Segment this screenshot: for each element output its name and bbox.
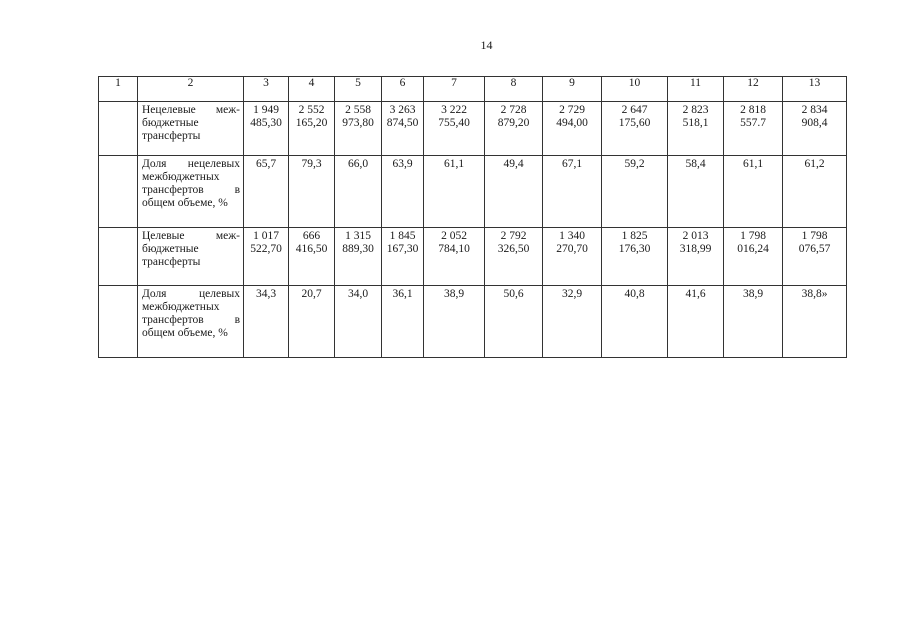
- value-cell: [485, 228, 543, 286]
- value-line: 41,6: [685, 288, 706, 300]
- value-line: 2 728: [500, 104, 527, 116]
- value-line: 784,10: [438, 243, 470, 255]
- value-line: 1 798: [801, 230, 828, 242]
- value-cell: [668, 286, 724, 358]
- row-label-cell: Доля нецелевых межбюджетных трансфертов в общем объеме, %: [138, 156, 244, 228]
- value-line: 416,50: [295, 243, 328, 255]
- value-line: 79,3: [301, 158, 322, 170]
- header-cell: 9: [543, 77, 602, 102]
- value-line: 61,2: [804, 158, 825, 170]
- value-line: 485,30: [250, 117, 282, 129]
- value-cell: [668, 156, 724, 228]
- value-cell: [424, 228, 485, 286]
- header-cell: 2: [138, 77, 244, 102]
- value-cell: [485, 156, 543, 228]
- value-cell: [424, 286, 485, 358]
- value-line: 2 558: [345, 104, 371, 116]
- value-line: 2 013: [682, 230, 709, 242]
- value-line: 666: [302, 230, 321, 242]
- header-cell: 1: [99, 77, 138, 102]
- value-line: 2 729: [559, 104, 585, 116]
- row-number-cell: [99, 286, 138, 358]
- header-cell: 3: [244, 77, 289, 102]
- value-line: 1 949: [253, 104, 279, 116]
- value-cell: [485, 102, 543, 156]
- header-cell: 5: [335, 77, 382, 102]
- table-row: [99, 156, 847, 228]
- row-number-cell: [99, 102, 138, 156]
- value-line: 20,7: [301, 288, 322, 300]
- value-line: 2 818: [740, 104, 766, 116]
- row-number-cell: [99, 156, 138, 228]
- value-line: 58,4: [685, 158, 706, 170]
- budget-transfers-table: [98, 76, 847, 358]
- value-cell: [543, 102, 602, 156]
- value-line: 65,7: [255, 158, 277, 170]
- value-cell: [289, 102, 335, 156]
- value-line: 40,8: [624, 288, 645, 300]
- value-cell: [783, 228, 847, 286]
- value-line: 61,1: [443, 158, 465, 170]
- value-line: 889,30: [342, 243, 374, 255]
- value-line: 2 834: [801, 104, 828, 116]
- value-cell: [244, 156, 289, 228]
- value-line: 1 315: [345, 230, 371, 242]
- value-cell: [289, 156, 335, 228]
- value-line: 167,30: [386, 243, 419, 255]
- value-line: 2 052: [441, 230, 467, 242]
- value-cell: [424, 156, 485, 228]
- page-number: 14: [480, 38, 493, 52]
- value-cell: [724, 102, 783, 156]
- value-line: 59,2: [624, 158, 645, 170]
- value-line: 3 222: [441, 104, 467, 116]
- value-line: 34,0: [347, 288, 369, 300]
- table-header-row: [99, 77, 847, 102]
- value-cell: [668, 102, 724, 156]
- value-line: 67,1: [561, 158, 583, 170]
- row-label-cell: Доля целевых межбюджетных трансфертов в общем объеме, %: [138, 286, 244, 358]
- value-line: 2 552: [298, 104, 325, 116]
- value-line: 36,1: [392, 288, 413, 300]
- header-cell: 4: [289, 77, 335, 102]
- value-line: 1 798: [740, 230, 766, 242]
- value-line: 38,9: [443, 288, 465, 300]
- value-line: 50,6: [503, 288, 524, 300]
- value-line: 175,60: [618, 117, 651, 129]
- header-cell: 13: [783, 77, 847, 102]
- value-line: 522,70: [250, 243, 282, 255]
- value-line: 326,50: [497, 243, 530, 255]
- value-cell: [724, 228, 783, 286]
- value-line: 63,9: [392, 158, 413, 170]
- header-cell: 11: [668, 77, 724, 102]
- value-cell: [724, 286, 783, 358]
- value-line: 38,8»: [801, 288, 828, 300]
- header-cell: 7: [424, 77, 485, 102]
- value-line: 874,50: [386, 117, 419, 129]
- header-cell: 6: [382, 77, 424, 102]
- value-line: 494,00: [556, 117, 588, 129]
- value-cell: [602, 228, 668, 286]
- value-line: 1 845: [389, 230, 416, 242]
- value-line: 2 647: [621, 104, 648, 116]
- value-line: 879,20: [497, 117, 530, 129]
- value-line: 38,9: [742, 288, 764, 300]
- value-line: 908,4: [801, 117, 828, 129]
- table-row: [99, 286, 847, 358]
- header-cell: 10: [602, 77, 668, 102]
- value-cell: [783, 286, 847, 358]
- value-line: 270,70: [556, 243, 588, 255]
- value-line: 176,30: [618, 243, 651, 255]
- row-number-cell: [99, 228, 138, 286]
- value-cell: [335, 156, 382, 228]
- value-cell: [424, 102, 485, 156]
- value-cell: [382, 102, 424, 156]
- value-line: 1 825: [621, 230, 648, 242]
- value-cell: [382, 228, 424, 286]
- value-line: 557.7: [740, 117, 766, 129]
- value-line: 973,80: [342, 117, 374, 129]
- value-line: 076,57: [798, 243, 831, 255]
- value-line: 016,24: [737, 243, 769, 255]
- value-line: 3 263: [389, 104, 416, 116]
- value-cell: [543, 156, 602, 228]
- value-cell: [335, 228, 382, 286]
- value-line: 32,9: [561, 288, 583, 300]
- value-line: 2 823: [682, 104, 709, 116]
- row-label-cell: Целевые меж-бюджетные трансферты: [138, 228, 244, 286]
- value-cell: [602, 156, 668, 228]
- row-label-cell: Нецелевые меж-бюджетные трансферты: [138, 102, 244, 156]
- value-cell: [244, 286, 289, 358]
- value-line: 165,20: [295, 117, 328, 129]
- value-line: 49,4: [503, 158, 524, 170]
- value-cell: [244, 102, 289, 156]
- value-line: 755,40: [438, 117, 470, 129]
- value-line: 1 017: [253, 230, 279, 242]
- value-cell: [382, 286, 424, 358]
- value-cell: [602, 286, 668, 358]
- table-row: [99, 228, 847, 286]
- value-cell: [543, 228, 602, 286]
- value-line: 318,99: [679, 243, 712, 255]
- value-cell: [783, 102, 847, 156]
- value-cell: [543, 286, 602, 358]
- value-line: 34,3: [255, 288, 277, 300]
- value-cell: [244, 228, 289, 286]
- value-line: 66,0: [347, 158, 369, 170]
- value-cell: [668, 228, 724, 286]
- value-cell: [602, 102, 668, 156]
- table-row: [99, 102, 847, 156]
- header-cell: 12: [724, 77, 783, 102]
- value-cell: [724, 156, 783, 228]
- value-cell: [783, 156, 847, 228]
- value-line: 518,1: [682, 117, 709, 129]
- value-cell: [289, 228, 335, 286]
- value-cell: [485, 286, 543, 358]
- header-cell: 8: [485, 77, 543, 102]
- value-cell: [335, 102, 382, 156]
- value-cell: [335, 286, 382, 358]
- value-cell: [289, 286, 335, 358]
- value-line: 61,1: [742, 158, 764, 170]
- value-line: 2 792: [500, 230, 527, 242]
- value-line: 1 340: [559, 230, 585, 242]
- value-cell: [382, 156, 424, 228]
